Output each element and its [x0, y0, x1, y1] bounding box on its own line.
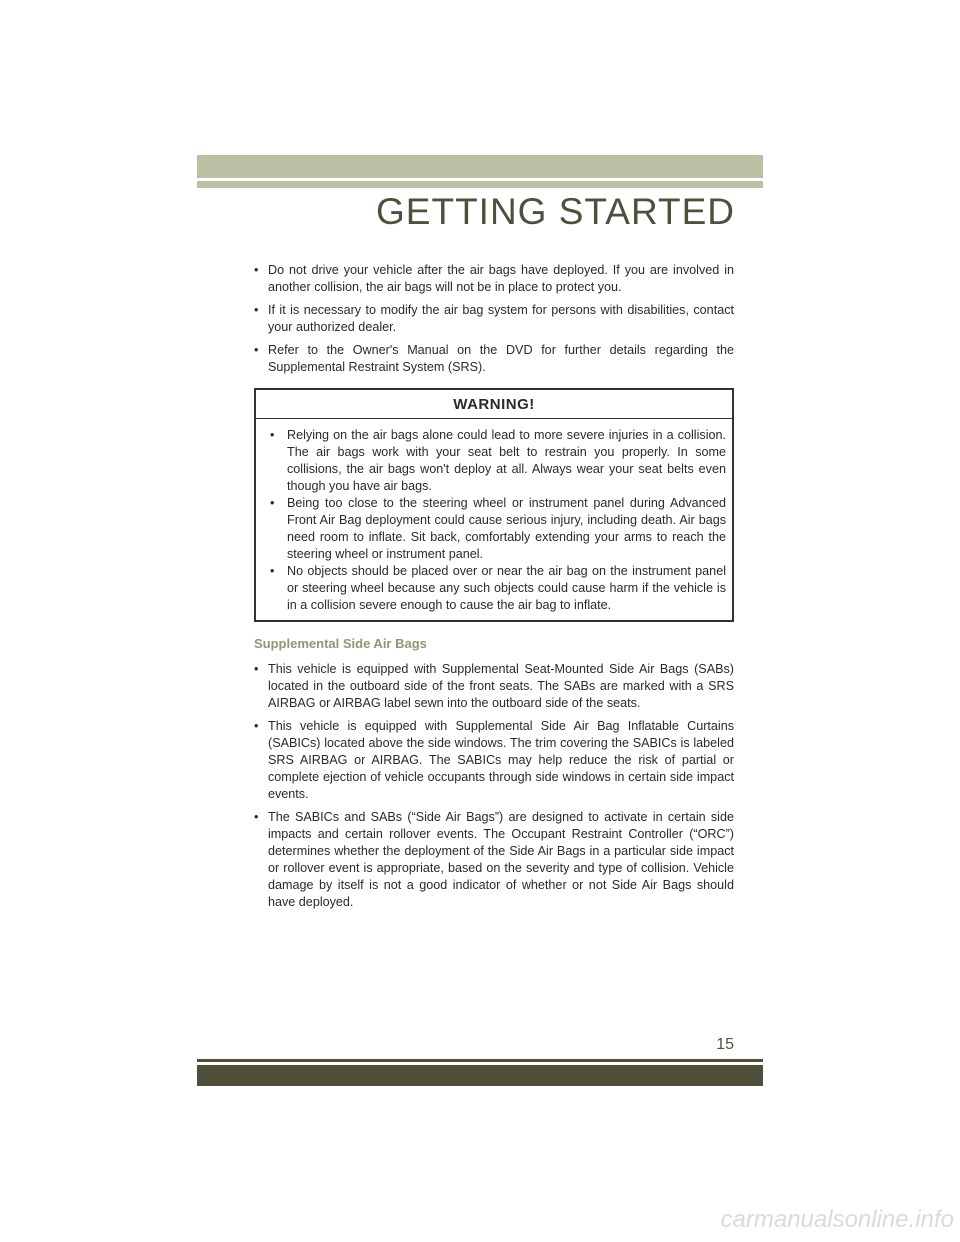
footer-band: [197, 1065, 763, 1086]
watermark: carmanualsonline.info: [720, 1206, 954, 1233]
warning-list: [262, 427, 726, 614]
list-item: • This vehicle is equipped with Supplemental Seat-Mounted Side Air Bags (SABs) located in the outboard side of the front seats. The SABs are marked with a SRS AIRBAG or AIRBAG label sewn into the outboard side of the seats.: [254, 661, 734, 712]
header-rule: [197, 181, 763, 188]
footer-rule: [197, 1059, 763, 1062]
list-item: • No objects should be placed over or near the air bag on the instrument panel or steering wheel because any such objects could cause harm if the vehicle is in a collision severe enough to cause the air bag to inflate.: [270, 563, 726, 614]
list-item: • Refer to the Owner's Manual on the DVD for further details regarding the Supplemental Restraint System (SRS).: [254, 342, 734, 376]
section-title: GETTING STARTED: [376, 191, 735, 232]
intro-list: [254, 262, 734, 376]
list-item: • Do not drive your vehicle after the air bags have deployed. If you are involved in another collision, the air bags will not be in place to protect you.: [254, 262, 734, 296]
side-air-bags-list: [254, 661, 734, 911]
list-item: • Being too close to the steering wheel or instrument panel during Advanced Front Air Bag deployment could cause serious injury, including death. Air bags need room to inflate. Sit back, comfortably extending your arms to reach the steering wheel or instrument panel.: [270, 495, 726, 563]
page-content: [254, 262, 734, 917]
list-item: • The SABICs and SABs (“Side Air Bags”) are designed to activate in certain side impacts and certain rollover events. The Occupant Restraint Controller (“ORC”) determines whether the deployment of the Side Air Bags in a particular side impact or rollover event is appropriate, based on the severity and type of collision. Vehicle damage by itself is not a good indicator of whether or not Side Air Bags should have deployed.: [254, 809, 734, 911]
list-item: • If it is necessary to modify the air bag system for persons with disabilities, contact your authorized dealer.: [254, 302, 734, 336]
page-number: 15: [716, 1036, 734, 1053]
list-item: • Relying on the air bags alone could lead to more severe injuries in a collision. The air bags work with your seat belt to restrain you properly. In some collisions, the air bags won't deploy at all. Always wear your seat belts even though you have air bags.: [270, 427, 726, 495]
warning-box: [254, 388, 734, 622]
list-item: • This vehicle is equipped with Supplemental Side Air Bag Inflatable Curtains (SABICs) located above the side windows. The trim covering the SABICs is labeled SRS AIRBAG or AIRBAG. The SABICs may help reduce the risk of partial or complete ejection of vehicle occupants through side windows in certain side impact events.: [254, 718, 734, 803]
header-band: [197, 155, 763, 178]
side-air-bags-heading: Supplemental Side Air Bags: [254, 636, 427, 651]
warning-title: WARNING!: [256, 390, 732, 419]
